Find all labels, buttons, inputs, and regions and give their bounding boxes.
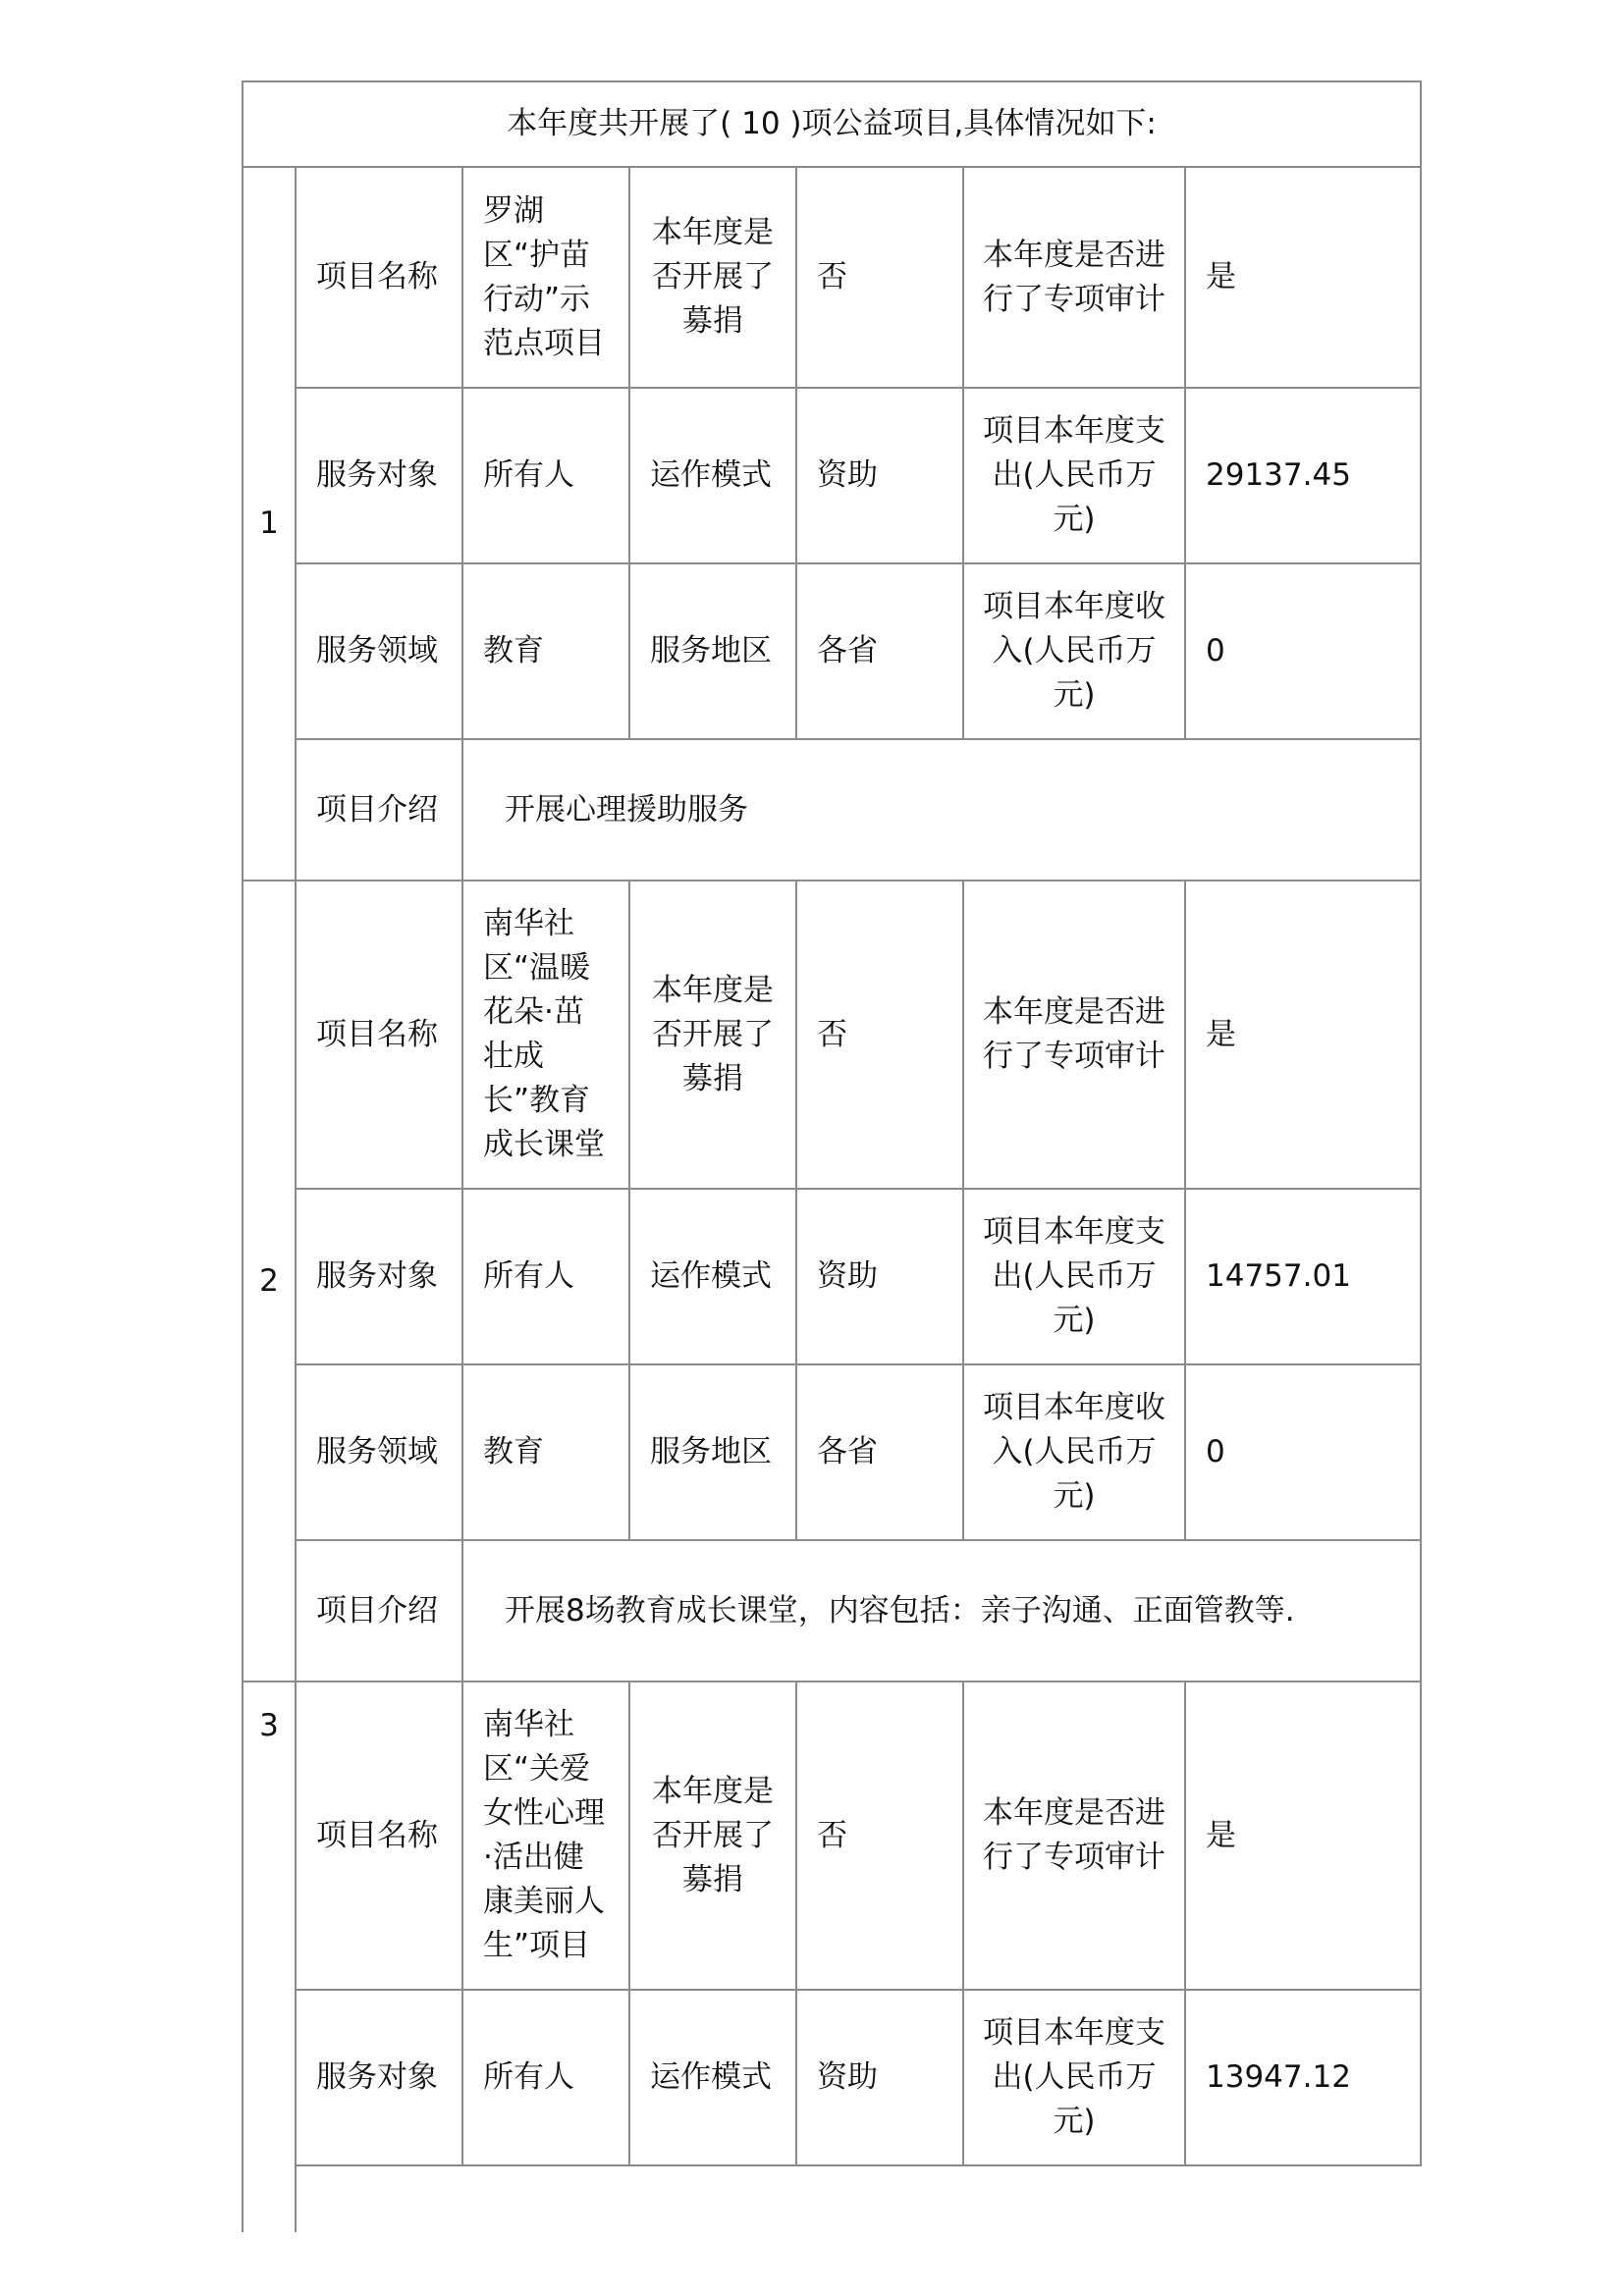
project-name: 南华社区“关爱女性心理·活出健康美丽人生”项目 <box>462 1682 629 1990</box>
label-field: 服务领域 <box>296 1364 462 1540</box>
table-row <box>243 1364 1421 1540</box>
label-target: 服务对象 <box>296 1189 462 1364</box>
project-index: 2 <box>243 881 296 1682</box>
label-intro: 项目介绍 <box>296 739 462 881</box>
label-income: 项目本年度收入(人民币万元) <box>963 563 1185 739</box>
table-row <box>243 167 1421 388</box>
region-value: 各省 <box>796 1364 963 1540</box>
fundraise-value: 否 <box>796 1682 963 1990</box>
expense-value: 29137.45 <box>1185 388 1421 563</box>
fundraise-value: 否 <box>796 881 963 1189</box>
target-value: 所有人 <box>462 1990 629 2165</box>
intro-value: 开展8场教育成长课堂，内容包括：亲子沟通、正面管教等. <box>462 1540 1421 1682</box>
label-intro: 项目介绍 <box>296 1540 462 1682</box>
intro-value: 开展心理援助服务 <box>462 739 1421 881</box>
table-row <box>243 881 1421 1189</box>
mode-value: 资助 <box>796 1990 963 2165</box>
expense-value: 13947.12 <box>1185 1990 1421 2165</box>
label-field: 服务领域 <box>296 563 462 739</box>
label-project-name: 项目名称 <box>296 881 462 1189</box>
table-row <box>243 1990 1421 2165</box>
table-header: 本年度共开展了( 10 )项公益项目,具体情况如下: <box>243 81 1421 167</box>
label-mode: 运作模式 <box>629 1189 796 1364</box>
audit-value: 是 <box>1185 1682 1421 1990</box>
region-value: 各省 <box>796 563 963 739</box>
label-mode: 运作模式 <box>629 388 796 563</box>
field-value: 教育 <box>462 1364 629 1540</box>
label-target: 服务对象 <box>296 1990 462 2165</box>
project-name: 南华社区“温暖花朵·茁壮成长”教育成长课堂 <box>462 881 629 1189</box>
table-row <box>243 2165 1421 2232</box>
table-row <box>243 1540 1421 1682</box>
label-audit: 本年度是否进行了专项审计 <box>963 167 1185 388</box>
fundraise-value: 否 <box>796 167 963 388</box>
label-expense: 项目本年度支出(人民币万元) <box>963 388 1185 563</box>
mode-value: 资助 <box>796 388 963 563</box>
label-fundraise: 本年度是否开展了募捐 <box>629 881 796 1189</box>
table-row <box>243 1682 1421 1990</box>
label-fundraise: 本年度是否开展了募捐 <box>629 1682 796 1990</box>
label-expense: 项目本年度支出(人民币万元) <box>963 1189 1185 1364</box>
project-index: 3 <box>243 1682 296 2232</box>
label-mode: 运作模式 <box>629 1990 796 2165</box>
label-project-name: 项目名称 <box>296 167 462 388</box>
table-row <box>243 739 1421 881</box>
label-project-name: 项目名称 <box>296 1682 462 1990</box>
projects-table <box>242 80 1422 2232</box>
field-value: 教育 <box>462 563 629 739</box>
audit-value: 是 <box>1185 881 1421 1189</box>
label-income: 项目本年度收入(人民币万元) <box>963 1364 1185 1540</box>
project-index: 1 <box>243 167 296 881</box>
continued-row <box>296 2165 1421 2232</box>
project-sheet <box>242 80 1420 2232</box>
income-value: 0 <box>1185 1364 1421 1540</box>
label-audit: 本年度是否进行了专项审计 <box>963 881 1185 1189</box>
project-name: 罗湖区“护苗行动”示范点项目 <box>462 167 629 388</box>
target-value: 所有人 <box>462 388 629 563</box>
table-row <box>243 563 1421 739</box>
table-header-row <box>243 81 1421 167</box>
table-row <box>243 1189 1421 1364</box>
target-value: 所有人 <box>462 1189 629 1364</box>
audit-value: 是 <box>1185 167 1421 388</box>
table-row <box>243 388 1421 563</box>
mode-value: 资助 <box>796 1189 963 1364</box>
label-region: 服务地区 <box>629 563 796 739</box>
label-fundraise: 本年度是否开展了募捐 <box>629 167 796 388</box>
label-target: 服务对象 <box>296 388 462 563</box>
income-value: 0 <box>1185 563 1421 739</box>
expense-value: 14757.01 <box>1185 1189 1421 1364</box>
label-region: 服务地区 <box>629 1364 796 1540</box>
label-expense: 项目本年度支出(人民币万元) <box>963 1990 1185 2165</box>
label-audit: 本年度是否进行了专项审计 <box>963 1682 1185 1990</box>
